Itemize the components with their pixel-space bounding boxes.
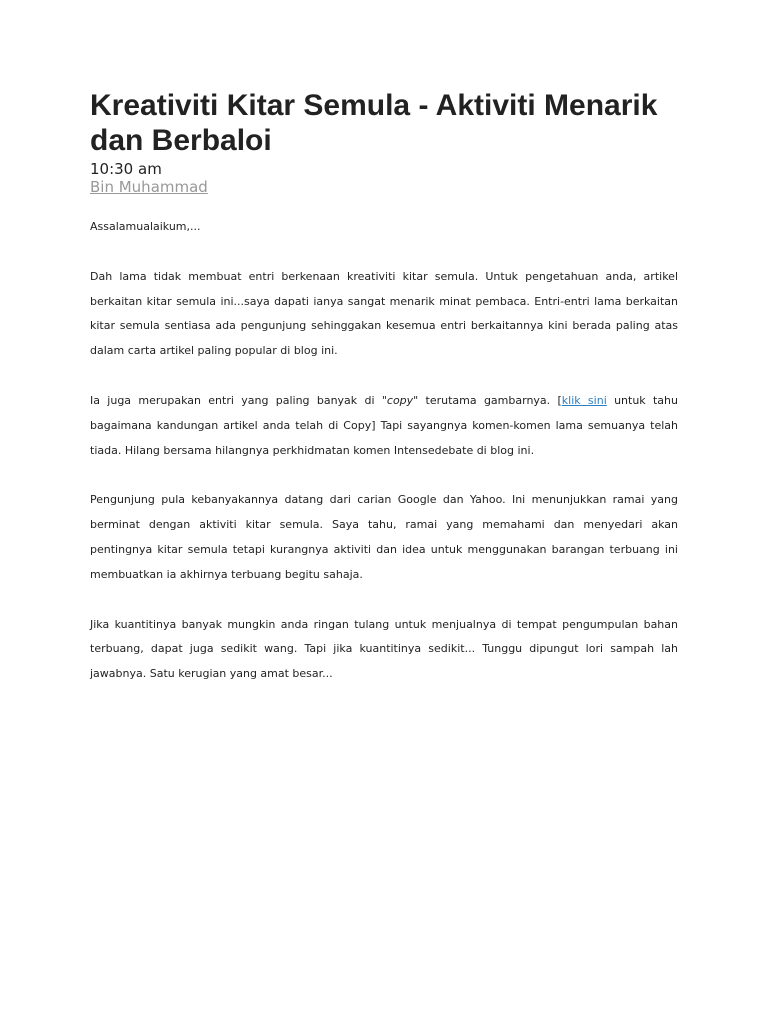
paragraph-3: Pengunjung pula kebanyakannya datang dari carian Google dan Yahoo. Ini menunjukkan ramai yang berminat dengan aktiviti kitar semula. Saya tahu, ramai yang memahami dan menyedari akan pentingnya kitar semula tetapi kurangnya aktiviti dan idea untuk menggunakan barangan terbuang ini membuatkan ia akhirnya terbuang begitu sahaja. [90, 493, 678, 581]
author-link[interactable]: Bin Muhammad [90, 178, 208, 196]
paragraph-2-text-a: Ia juga merupakan entri yang paling banyak di " [90, 393, 387, 407]
copy-emphasis: copy [386, 393, 414, 407]
post-time: 10:30 am [90, 160, 162, 178]
paragraph-2-text-b: " terutama gambarnya. [ [413, 393, 562, 407]
paragraph-4: Jika kuantitinya banyak mungkin anda ringan tulang untuk menjualnya di tempat pengumpulan bahan terbuang, dapat juga sedikit wang. Tapi jika kuantitinya sedikit... Tunggu dipungut lori sampah lah jawabnya. Satu kerugian yang amat besar... [90, 617, 678, 681]
paragraph-1: Dah lama tidak membuat entri berkenaan kreativiti kitar semula. Untuk pengetahuan anda, artikel berkaitan kitar semula ini...saya dapati ianya sangat menarik minat pembaca. Entri-entri lama berkaitan kitar semula sentiasa ada pengunjung sehinggakan kesemua entri berkaitannya kini berada paling atas dalam carta artikel paling popular di blog ini. [90, 269, 678, 358]
article-title: Kreativiti Kitar Semula - Aktiviti Menarik dan Berbaloi [90, 89, 658, 157]
paragraph-2 [90, 389, 678, 463]
paragraph-2-text-c: untuk tahu bagaimana kandungan artikel anda telah di Copy] Tapi sayangnya komen-komen lama semuanya telah tiada. Hilang bersama hilangnya perkhidmatan komen Intensedebate di blog ini. [90, 393, 678, 457]
article [90, 88, 678, 698]
greeting-text: Assalamualaikum,... [90, 220, 201, 233]
klik-sini-link[interactable]: klik sini [561, 393, 607, 407]
